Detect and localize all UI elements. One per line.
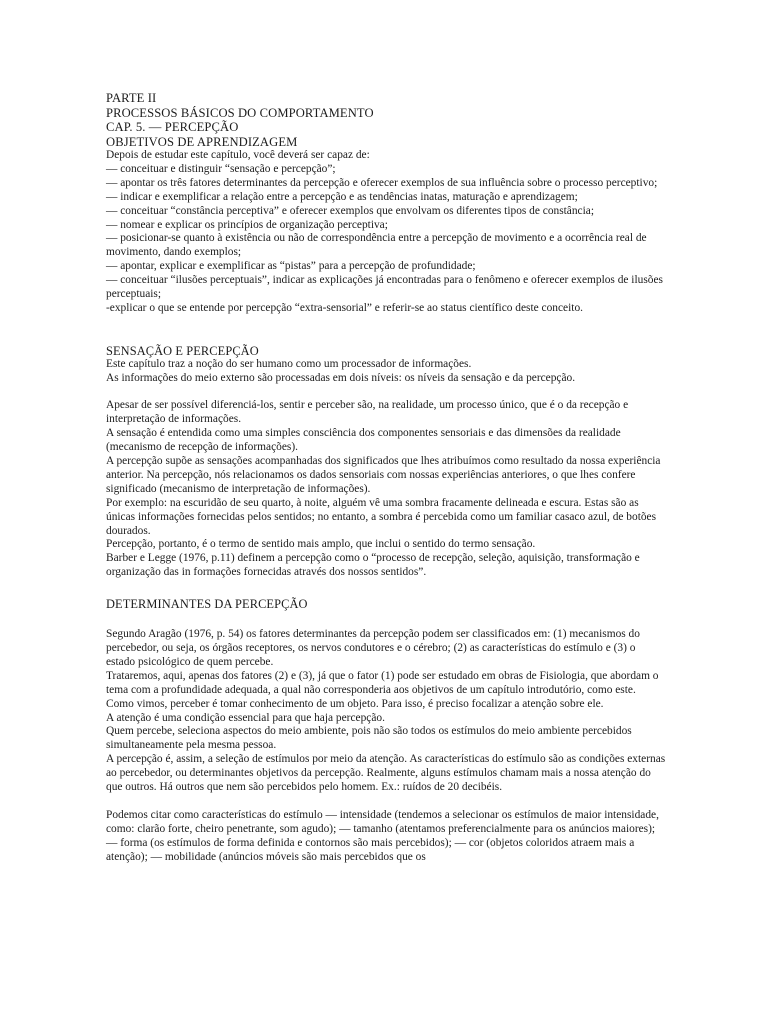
document-page bbox=[106, 91, 666, 865]
paragraph: Apesar de ser possível diferenciá-los, sentir e perceber são, na realidade, um processo único, que é o da recepção e interpretação de informações. bbox=[106, 399, 629, 426]
section-sensacao-percepcao bbox=[106, 344, 666, 580]
objective-item: — nomear e explicar os princípios de organização perceptiva; bbox=[106, 218, 388, 231]
paragraph: Por exemplo: na escuridão de seu quarto, à noite, alguém vê uma sombra fracamente delineada e escura. Estas são as únicas informações fornecidas pelos sentidos; no entanto, a sombra é percebida como um familiar casaco azul, de botões dourados. bbox=[106, 496, 657, 537]
objective-item: — posicionar-se quanto à existência ou não de correspondência entre a percepção de movimento e a ocorrência real de movimento, dando exemplos; bbox=[106, 232, 647, 259]
objective-item: — conceituar “constância perceptiva” e oferecer exemplos que envolvam os diferentes tipos de constância; bbox=[106, 204, 595, 217]
objectives-list bbox=[106, 149, 666, 316]
chapter-title: CAP. 5. — PERCEPÇÃO bbox=[106, 120, 239, 134]
section-determinantes bbox=[106, 597, 666, 864]
paragraph: A sensação é entendida como uma simples consciência dos componentes sensoriais e das dimensões da realidade (mecanismo de recepção de informações). bbox=[106, 427, 621, 454]
paragraph: Trataremos, aqui, apenas dos fatores (2) e (3), já que o fator (1) pode ser estudado em obras de Fisiologia, que abordam o tema com a profundidade adequada, a qual não corresponderia aos objetivos de um capítulo introdutório, como este. bbox=[106, 669, 659, 696]
paragraph: Este capítulo traz a noção do ser humano como um processador de informações. bbox=[106, 357, 472, 370]
section-title: SENSAÇÃO E PERCEPÇÃO bbox=[106, 343, 259, 358]
objective-item: — conceituar e distinguir “sensação e percepção”; bbox=[106, 162, 336, 175]
objective-item: — apontar os três fatores determinantes da percepção e oferecer exemplos de sua influência sobre o processo perceptivo; bbox=[106, 176, 658, 189]
paragraph: Barber e Legge (1976, p.11) definem a percepção como o “processo de recepção, seleção, aquisição, transformação e organização das in formações fornecidas através dos nossos sentidos”. bbox=[106, 552, 640, 579]
objective-item: — apontar, explicar e exemplificar as “pistas” para a percepção de profundidade; bbox=[106, 260, 476, 273]
part-label: PARTE II bbox=[106, 91, 157, 105]
objectives-intro: Depois de estudar este capítulo, você deverá ser capaz de: bbox=[106, 149, 370, 161]
paragraph: A percepção supõe as sensações acompanhadas dos significados que lhes atribuímos como resultado da nossa experiência anterior. Na percepção, nós relacionamos os dados sensoriais com nossas experiências anteriores, o que lhes confere significado (mecanismo de interpretação de informações). bbox=[106, 454, 661, 495]
section-title: DETERMINANTES DA PERCEPÇÃO bbox=[106, 597, 308, 612]
objectives-title: OBJETIVOS DE APRENDIZAGEM bbox=[106, 134, 298, 149]
paragraph: A percepção é, assim, a seleção de estímulos por meio da atenção. As características do estímulo são as condições externas ao percebedor, ou determinantes objetivos da percepção. Realmente, alguns estímulos chamam mais a nossa atenção do que outros. Há outros que nem são percebidos pelo homem. Ex.: ruídos de 20 decibéis. bbox=[106, 753, 666, 794]
objective-item: — indicar e exemplificar a relação entre a percepção e as tendências inatas, maturação e aprendizagem; bbox=[106, 190, 578, 203]
paragraph: As informações do meio externo são processadas em dois níveis: os níveis da sensação e da percepção. bbox=[106, 371, 576, 384]
objective-item: — conceituar “ilusões perceptuais”, indicar as explicações já encontradas para o fenômeno e oferecer exemplos de ilusões perceptuais; bbox=[106, 274, 663, 301]
part-title: PROCESSOS BÁSICOS DO COMPORTAMENTO bbox=[106, 105, 374, 120]
chapter-header bbox=[106, 91, 666, 149]
paragraph: Como vimos, perceber é tomar conhecimento de um objeto. Para isso, é preciso focalizar a atenção sobre ele. bbox=[106, 697, 604, 710]
paragraph: A atenção é uma condição essencial para que haja percepção. bbox=[106, 711, 385, 724]
paragraph: Podemos citar como características do estímulo — intensidade (tendemos a selecionar os estímulos de maior intensidade, como: clarão forte, cheiro penetrante, som agudo); — tamanho (atentamos preferencialmente para os anúncios maiores); — forma (os estímulos de forma definida e contornos são mais percebidos); — cor (objetos coloridos atraem mais a atenção); — mobilidade (anúncios móveis são mais percebidos que os bbox=[106, 808, 659, 863]
paragraph: Percepção, portanto, é o termo de sentido mais amplo, que inclui o sentido do termo sensação. bbox=[106, 538, 536, 551]
paragraph: Segundo Aragão (1976, p. 54) os fatores determinantes da percepção podem ser classificados em: (1) mecanismos do percebedor, ou seja, os órgãos receptores, os nervos condutores e o cérebro; (2) as características do estímulo e (3) o estado psicológico de quem percebe. bbox=[106, 628, 640, 668]
paragraph: Quem percebe, seleciona aspectos do meio ambiente, pois não são todos os estímulos do meio ambiente percebidos simultaneamente pela mesma pessoa. bbox=[106, 725, 632, 752]
objective-item: -explicar o que se entende por percepção “extra-sensorial” e referir-se ao status científico deste conceito. bbox=[106, 301, 583, 314]
